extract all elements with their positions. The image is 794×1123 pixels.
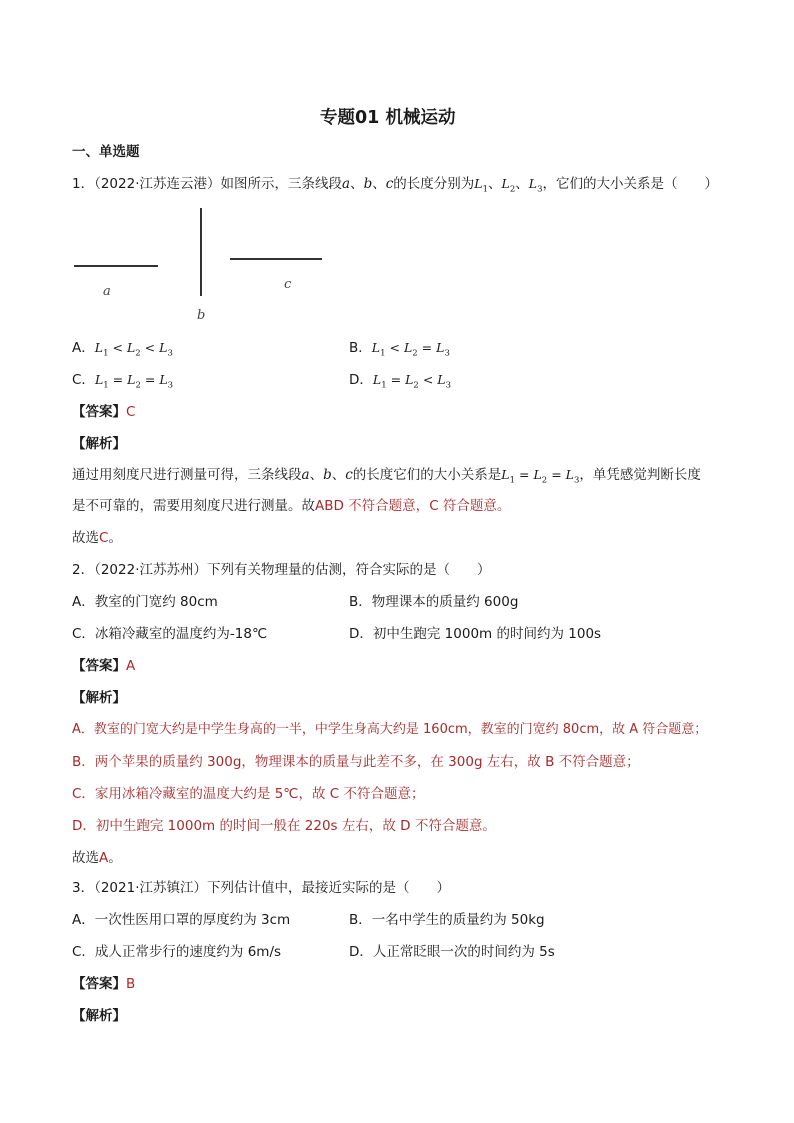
question-2-explanation-d: D．初中生跑完 1000m 的时间一般在 220s 左右，故 D 不符合题意。 [72, 818, 496, 834]
question-1-stem: 1．（2022·江苏连云港）如图所示，三条线段a、b、c的长度分别为$L_1$、$L_2$、$L_3$，它们的大小关系是（ ） [72, 176, 718, 195]
question-3-option-a: A．一次性医用口罩的厚度约为 3cm [72, 912, 291, 928]
segment-a-line [74, 265, 158, 267]
page-title: 专题01 机械运动 [320, 108, 456, 128]
segment-c-line [230, 258, 322, 260]
question-2-stem: 2．（2022·江苏苏州）下列有关物理量的估测，符合实际的是（ ） [72, 562, 491, 578]
section-heading: 一、单选题 [72, 144, 140, 160]
question-1-option-d: D．$L_1 = L_2 < L_3$ [349, 372, 452, 391]
question-3-analysis-tag: 【解析】 [72, 1008, 126, 1024]
question-2-option-c: C．冰箱冷藏室的温度约为-18℃ [72, 626, 268, 642]
question-1-option-b: B．$L_1 < L_2 = L_3$ [349, 340, 450, 359]
question-3-stem: 3．（2021·江苏镇江）下列估计值中，最接近实际的是（ ） [72, 880, 450, 896]
question-2-explanation-a: A．教室的门宽大约是中学生身高的一半，中学生身高大约是 160cm，教室的门宽约 80cm，故 A 符合题意； [72, 722, 708, 737]
question-3-option-d: D．人正常眨眼一次的时间约为 5s [349, 944, 555, 960]
question-2-answer: 【答案】A [72, 658, 136, 674]
question-2-option-d: D．初中生跑完 1000m 的时间约为 100s [349, 626, 602, 642]
question-2-explanation-b: B．两个苹果的质量约 300g，物理课本的质量与此差不多，在 300g 左右，故 B 不符合题意； [72, 754, 640, 770]
question-2-analysis-tag: 【解析】 [72, 690, 126, 706]
question-2-conclusion: 故选A。 [72, 850, 122, 866]
question-3-option-c: C．成人正常步行的速度约为 6m/s [72, 944, 282, 960]
question-1-explanation-line-1: 通过用刻度尺进行测量可得，三条线段a、b、c的长度它们的大小关系是$L_1 = L_2 = L_3$，单凭感觉判断长度 [72, 467, 701, 486]
segment-a-label: a [103, 284, 111, 299]
question-1-answer: 【答案】C [72, 404, 136, 420]
question-2-option-a: A．教室的门宽约 80cm [72, 594, 218, 610]
segment-b-label: b [197, 308, 206, 323]
question-1-conclusion: 故选C。 [72, 530, 122, 546]
question-1-option-a: A．$L_1 < L_2 < L_3$ [72, 340, 173, 359]
question-3-option-b: B．一名中学生的质量约为 50kg [349, 912, 545, 928]
segment-b-line [200, 208, 202, 296]
question-2-option-b: B．物理课本的质量约 600g [349, 594, 519, 610]
question-3-answer: 【答案】B [72, 976, 136, 992]
question-1-option-c: C．$L_1 = L_2 = L_3$ [72, 372, 174, 391]
segment-c-label: c [284, 277, 292, 292]
question-2-explanation-c: C．家用冰箱冷藏室的温度大约是 5℃，故 C 不符合题意； [72, 786, 425, 802]
question-1-explanation-line-2: 是不可靠的，需要用刻度尺进行测量。故ABD 不符合题意，C 符合题意。 [72, 498, 511, 514]
question-1-analysis-tag: 【解析】 [72, 436, 126, 452]
